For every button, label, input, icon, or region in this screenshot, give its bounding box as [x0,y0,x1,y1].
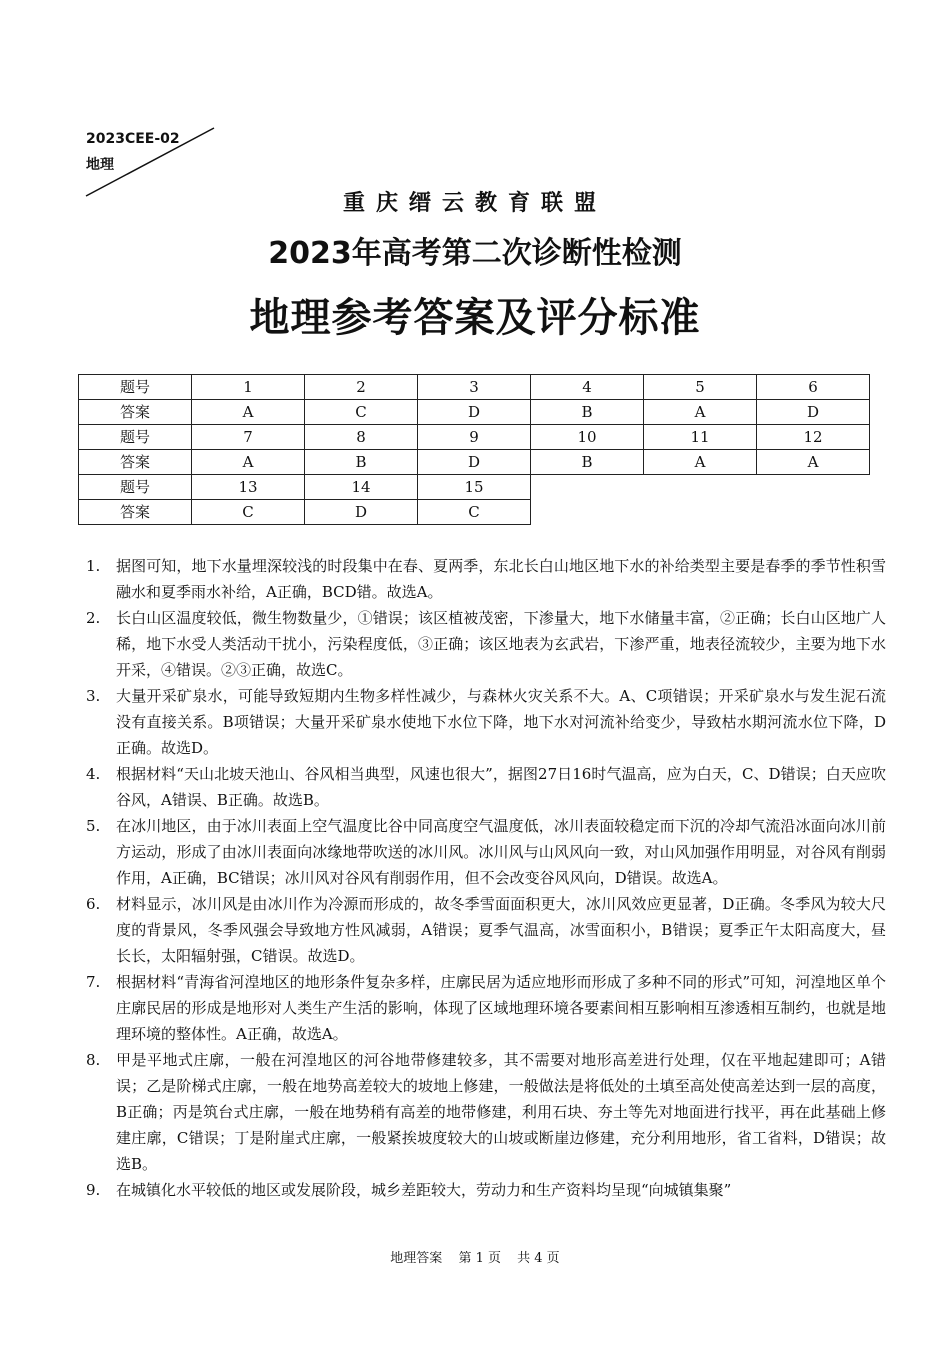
table-row-answers-2 [79,450,870,475]
explanation-text: 大量开采矿泉水，可能导致短期内生物多样性减少，与森林火灾关系不大。A、C项错误；开采矿泉水与发生泥石流没有直接关系。B项错误；大量开采矿泉水使地下水位下降，地下水对河流补给变少，导致枯水期河流水位下降，D正确。故选D。 [116,687,886,757]
question-number: 13 [192,475,305,500]
empty-cell [757,500,870,525]
explanation-text: 在城镇化水平较低的地区或发展阶段，城乡差距较大，劳动力和生产资料均呈现“向城镇集聚” [116,1181,732,1199]
subject-label: 地理 [86,157,114,173]
question-number: 11 [644,425,757,450]
explanation-item [86,553,886,605]
exam-code: 2023CEE-02 [86,131,180,147]
empty-cell [531,500,644,525]
explanation-number: 6. [86,895,101,913]
exam-title: 2023年高考第二次诊断性检测 [268,236,682,271]
explanation-number: 9. [86,1181,101,1199]
question-number: 7 [192,425,305,450]
answer-value: D [418,450,531,475]
footer-total-pages: 共 4 页 [517,1251,560,1266]
explanation-item [86,1177,886,1203]
organization-title: 重庆缙云教育联盟 [342,191,607,216]
footer-page-number: 第 1 页 [458,1251,501,1266]
explanation-text: 在冰川地区，由于冰川表面上空气温度比谷中同高度空气温度低，冰川表面较稳定而下沉的冷却气流沿冰面向冰川前方运动，形成了由冰川表面向冰缘地带吹送的冰川风。冰川风与山风风向一致，对山风加强作用明显，对谷风有削弱作用，A正确，BC错误；冰川风对谷风有削弱作用，但不会改变谷风风向，D错误。故选A。 [116,817,886,887]
explanation-item [86,761,886,813]
answer-value: D [418,400,531,425]
answer-value: C [305,400,418,425]
explanation-item [86,969,886,1047]
question-number: 6 [757,375,870,400]
explanation-item [86,683,886,761]
explanation-list [86,553,886,1203]
empty-cell [757,475,870,500]
table-row-questions-3 [79,475,870,500]
explanation-text: 根据材料“青海省河湟地区的地形条件复杂多样，庄廓民居为适应地形而形成了多种不同的形式”可知，河湟地区单个庄廓民居的形成是地形对人类生产生活的影响，体现了区域地理环境各要素间相互影响相互渗透相互制约，也就是地理环境的整体性。A正确，故选A。 [116,973,886,1043]
question-number: 8 [305,425,418,450]
question-number: 9 [418,425,531,450]
answer-value: C [418,500,531,525]
explanation-text: 根据材料“天山北坡天池山、谷风相当典型，风速也很大”，据图27日16时气温高，应为白天，C、D错误；白天应吹谷风，A错误、B正确。故选B。 [116,765,886,809]
question-number: 14 [305,475,418,500]
table-row-answers-1 [79,400,870,425]
table-row-questions-2 [79,425,870,450]
explanation-number: 2. [86,609,101,627]
answer-value: D [305,500,418,525]
table-row-answers-3 [79,500,870,525]
explanation-item [86,813,886,891]
question-number: 10 [531,425,644,450]
answer-value: B [531,400,644,425]
row-label-question: 题号 [79,425,192,450]
row-label-answer: 答案 [79,450,192,475]
document-title: 地理参考答案及评分标准 [249,295,701,341]
row-label-question: 题号 [79,375,192,400]
explanation-item [86,605,886,683]
question-number: 4 [531,375,644,400]
explanation-number: 3. [86,687,101,705]
question-number: 2 [305,375,418,400]
question-number: 15 [418,475,531,500]
question-number: 5 [644,375,757,400]
explanation-number: 4. [86,765,101,783]
page-footer [0,1247,950,1266]
answer-value: A [644,450,757,475]
explanation-number: 7. [86,973,101,991]
explanation-text: 长白山区温度较低，微生物数量少，①错误；该区植被茂密，下渗量大，地下水储量丰富，②正确；长白山区地广人稀，地下水受人类活动干扰小，污染程度低，③正确；该区地表为玄武岩，下渗严重，地表径流较少，主要为地下水开采，④错误。②③正确，故选C。 [116,609,886,679]
answer-value: D [757,400,870,425]
answer-value: C [192,500,305,525]
question-number: 1 [192,375,305,400]
empty-cell [531,475,644,500]
row-label-question: 题号 [79,475,192,500]
explanation-text: 甲是平地式庄廓，一般在河湟地区的河谷地带修建较多，其不需要对地形高差进行处理，仅在平地起建即可；A错误；乙是阶梯式庄廓，一般在地势高差较大的坡地上修建，一般做法是将低处的土填至高处使高差达到一层的高度，B正确；丙是筑台式庄廓，一般在地势稍有高差的地带修建，利用石块、夯土等先对地面进行找平，再在此基础上修建庄廓，C错误；丁是附崖式庄廓，一般紧挨坡度较大的山坡或断崖边修建，充分利用地形，省工省料，D错误；故选B。 [116,1051,886,1173]
answer-table [78,374,870,525]
explanation-item [86,891,886,969]
answer-value: A [192,450,305,475]
answer-value: A [644,400,757,425]
footer-doc-name: 地理答案 [390,1251,443,1266]
answer-value: B [305,450,418,475]
question-number: 3 [418,375,531,400]
answer-value: A [192,400,305,425]
empty-cell [644,500,757,525]
question-number: 12 [757,425,870,450]
explanation-number: 8. [86,1051,101,1069]
row-label-answer: 答案 [79,500,192,525]
answer-value: B [531,450,644,475]
table-row-questions-1 [79,375,870,400]
row-label-answer: 答案 [79,400,192,425]
explanation-text: 材料显示，冰川风是由冰川作为冷源而形成的，故冬季雪面面积更大，冰川风效应更显著，D正确。冬季风为较大尺度的背景风，冬季风强会导致地方性风减弱，A错误；夏季气温高，冰雪面积小，B错误；夏季正午太阳高度大，昼长长，太阳辐射强，C错误。故选D。 [116,895,886,965]
explanation-item [86,1047,886,1177]
explanation-number: 5. [86,817,101,835]
empty-cell [644,475,757,500]
answer-value: A [757,450,870,475]
explanation-number: 1. [86,557,101,575]
explanation-text: 据图可知，地下水量埋深较浅的时段集中在春、夏两季，东北长白山地区地下水的补给类型主要是春季的季节性积雪融水和夏季雨水补给，A正确，BCD错。故选A。 [116,557,886,601]
